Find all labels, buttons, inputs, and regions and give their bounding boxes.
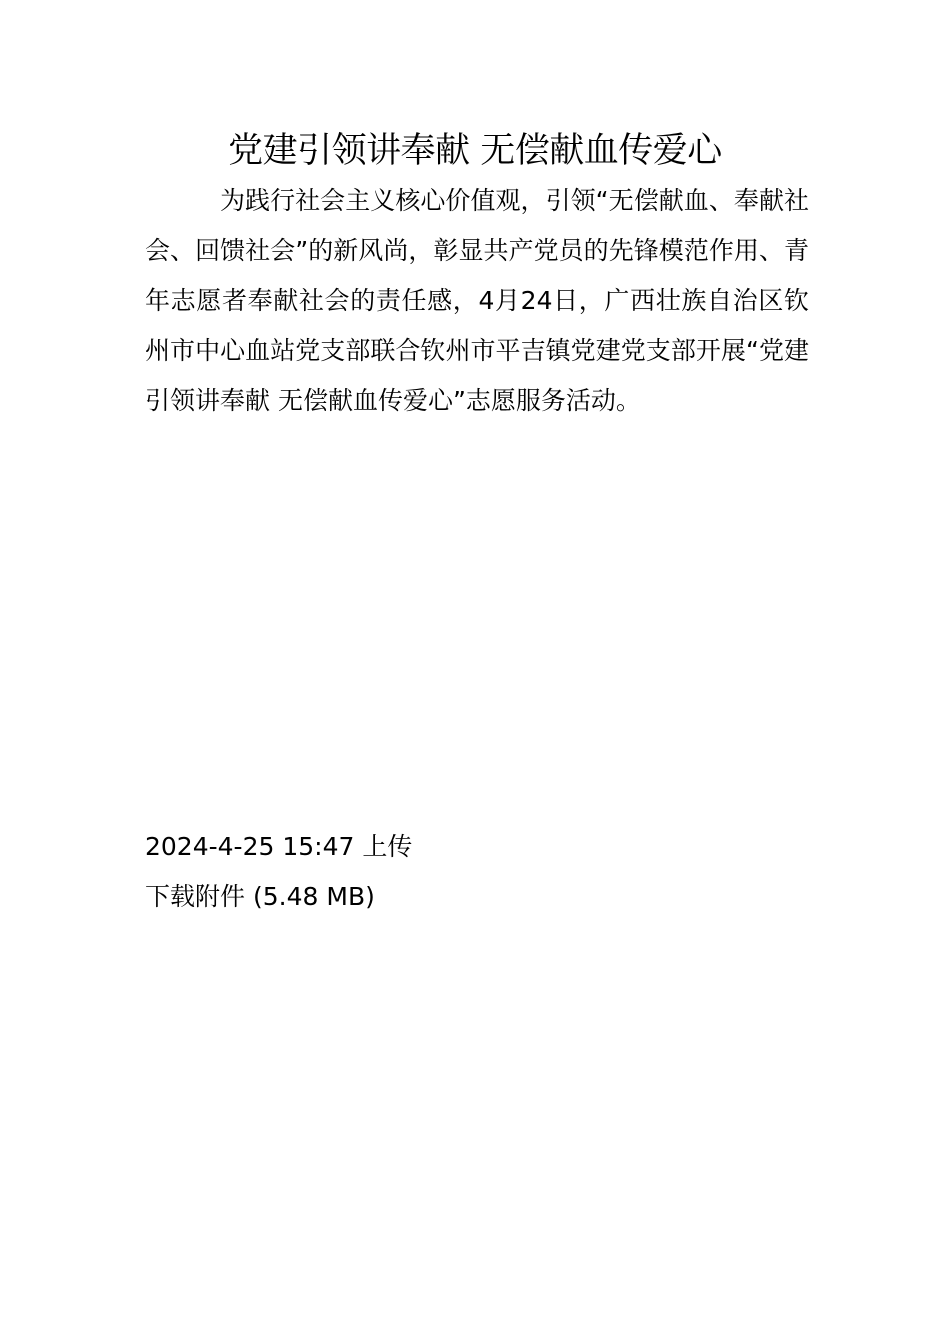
article-body: 为践行社会主义核心价值观，引领“无偿献血、奉献社会、回馈社会”的新风尚，彰显共产党员的先锋模范作用、青年志愿者奉献社会的责任感，4月24日，广西壮族自治区钦州市中心血站党支部联合钦州市平吉镇党建党支部开展“党建引领讲奉献 无偿献血传爱心”志愿服务活动。 xyxy=(145,186,809,415)
article-title: 党建引领讲奉献 无偿献血传爱心 xyxy=(228,131,722,171)
download-label: 下载附件 xyxy=(145,882,246,911)
upload-timestamp: 2024-4-25 15:47 上传 xyxy=(145,832,413,861)
download-attachment-link[interactable] xyxy=(145,875,375,919)
file-size: (5.48 MB) xyxy=(253,882,375,911)
